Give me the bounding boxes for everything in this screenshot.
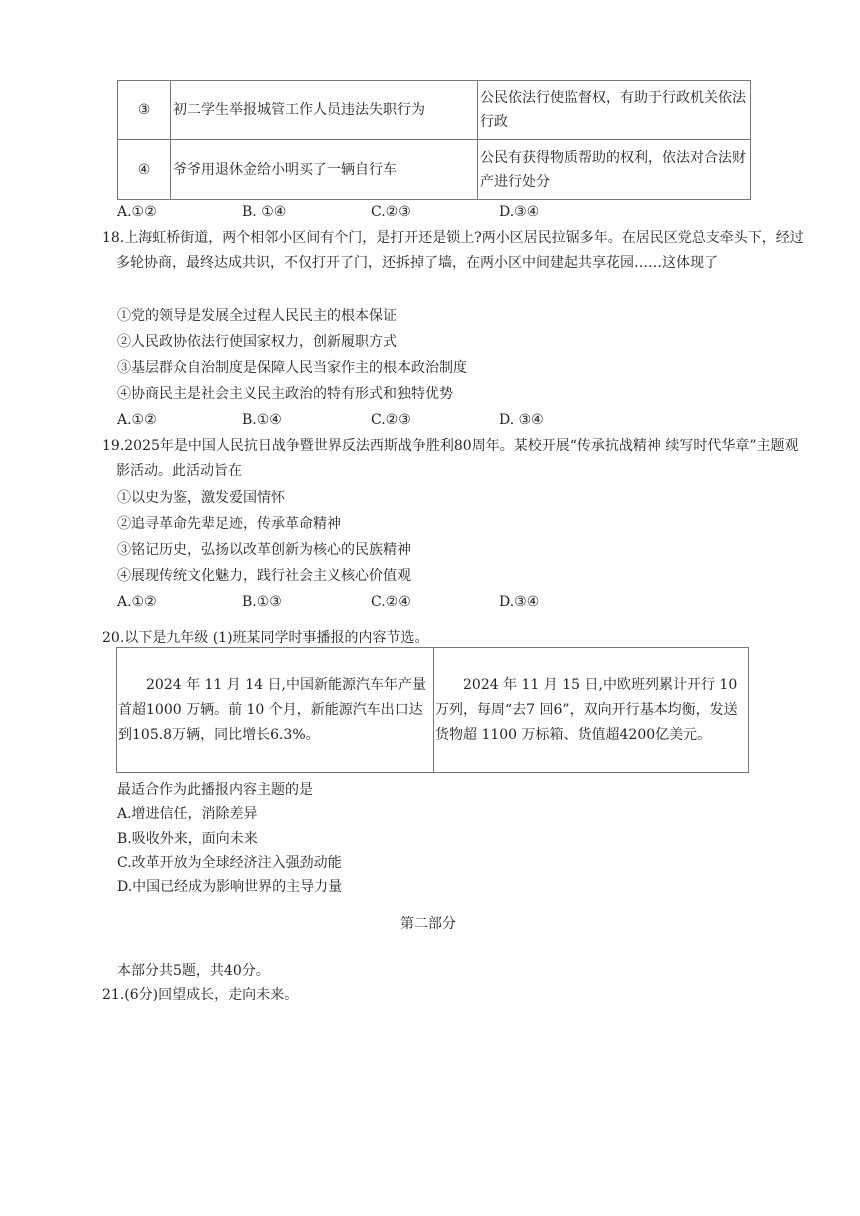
- section-intro: 本部分共5题，共40分。: [117, 963, 270, 979]
- row-explanation: 公民依法行使监督权，有助于行政机关依法行政: [478, 81, 751, 140]
- table-row: [117, 648, 749, 773]
- q17-option-d: D.③④: [499, 204, 540, 220]
- q18-item-4: ④协商民主是社会主义民主政治的特有形式和独特优势: [117, 386, 453, 402]
- q17-option-a: A.①②: [117, 204, 157, 220]
- q18-option-b: B.①④: [242, 412, 282, 428]
- q18-item-2: ②人民政协依法行使国家权力，创新履职方式: [117, 334, 397, 350]
- q19-item-1: ①以史为鉴，激发爱国情怀: [117, 490, 285, 506]
- table-row: [118, 140, 751, 200]
- q18-option-d: D. ③④: [499, 412, 544, 428]
- q17-option-c: C.②③: [371, 204, 411, 220]
- q20-news-table: [116, 647, 749, 773]
- q20-option-a: A.增进信任，消除差异: [117, 806, 258, 822]
- q20-option-c: C.改革开放为全球经济注入强劲动能: [117, 855, 342, 871]
- q18-option-a: A.①②: [117, 412, 157, 428]
- row-description: 初二学生举报城管工作人员违法失职行为: [171, 81, 478, 140]
- news-text: 2024 年 11 月 14 日,中国新能源汽车年产量首超1000 万辆。前 10 个月，新能源汽车出口达到105.8万辆，同比增长6.3%。: [118, 676, 426, 743]
- row-number: ④: [118, 140, 171, 200]
- q19-option-c: C.②④: [371, 594, 411, 610]
- q20-prompt: 最适合作为此播报内容主题的是: [117, 782, 313, 798]
- q17-table: [117, 80, 751, 200]
- row-number: ③: [118, 81, 171, 140]
- section-heading: 第二部分: [400, 916, 456, 932]
- q19-item-2: ②追寻革命先辈足迹，传承革命精神: [117, 516, 341, 532]
- q19-item-3: ③铭记历史，弘扬以改革创新为核心的民族精神: [117, 542, 411, 558]
- q19-option-a: A.①②: [117, 594, 157, 610]
- news-item-ev: [117, 648, 434, 773]
- row-description: 爷爷用退休金给小明买了一辆自行车: [171, 140, 478, 200]
- q20-stem: 20.以下是九年级 (1)班某同学时事播报的内容节选。: [102, 630, 429, 646]
- news-item-rail: [434, 648, 749, 773]
- row-explanation: 公民有获得物质帮助的权利，依法对合法财产进行处分: [478, 140, 751, 200]
- q18-option-c: C.②③: [371, 412, 411, 428]
- q21-stem: 21.(6分)回望成长，走向未来。: [102, 987, 299, 1003]
- q17-option-b: B. ①④: [242, 204, 287, 220]
- q19-stem: 19.2025年是中国人民抗日战争暨世界反法西斯战争胜利80周年。某校开展“传承抗战精神 续写时代华章”主题观影活动。此活动旨在: [102, 438, 799, 479]
- q19-item-4: ④展现传统文化魅力，践行社会主义核心价值观: [117, 568, 411, 584]
- table-row: [118, 81, 751, 140]
- q20-option-b: B.吸收外来，面向未来: [117, 831, 258, 847]
- q20-option-d: D.中国已经成为影响世界的主导力量: [117, 879, 343, 895]
- q19-option-b: B.①③: [242, 594, 282, 610]
- q18-stem: 18.上海虹桥街道，两个相邻小区间有个门，是打开还是锁上?两小区居民拉锯多年。在居民区党总支牵头下，经过多轮协商，最终达成共识，不仅打开了门，还拆掉了墙，在两小区中间建起共享花园……这体现了: [102, 230, 804, 271]
- q18-item-1: ①党的领导是发展全过程人民民主的根本保证: [117, 308, 397, 324]
- q19-option-d: D.③④: [499, 594, 540, 610]
- news-text: 2024 年 11 月 15 日,中欧班列累计开行 10万列，每周“去7 回6”，双向开行基本均衡，发送货物超 1100 万标箱、货值超4200亿美元。: [435, 676, 738, 743]
- q18-item-3: ③基层群众自治制度是保障人民当家作主的根本政治制度: [117, 360, 467, 376]
